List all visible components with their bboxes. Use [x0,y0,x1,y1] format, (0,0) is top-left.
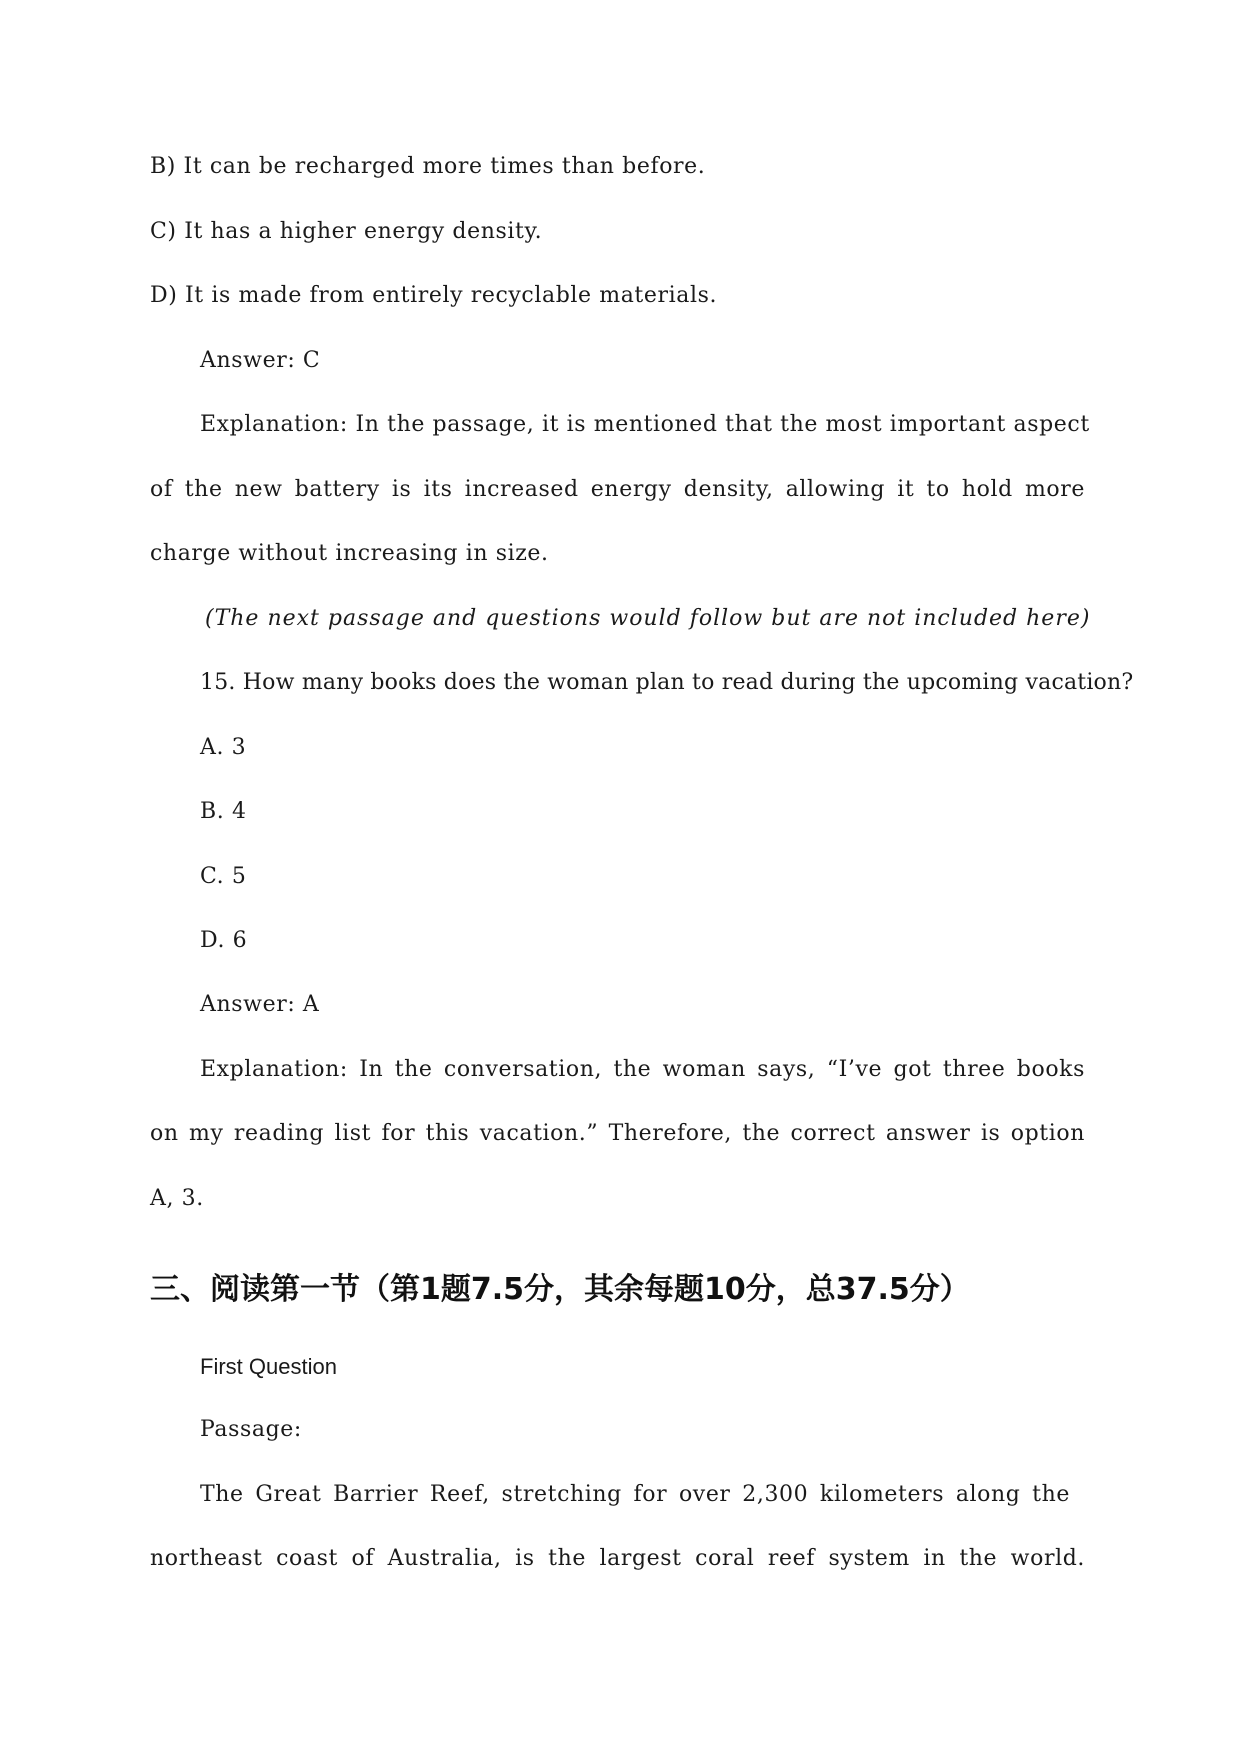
section-subheading: First Question [200,1354,337,1379]
q15-option-d: D. 6 [200,928,248,953]
passage-label: Passage: [200,1417,302,1442]
option-b: B) It can be recharged more times than before. [150,154,706,179]
q15-option-b: B. 4 [200,799,247,824]
q14-explanation-line-1: Explanation: In the passage, it is mentioned that the most important aspect [200,412,1090,437]
q14-explanation-line-2: of the new battery is its increased energy density, allowing it to hold more [150,477,1085,502]
q15-question: 15. How many books does the woman plan to read during the upcoming vacation? [200,670,1134,695]
q15-option-a: A. 3 [200,735,247,760]
q15-explanation-line-2: on my reading list for this vacation.” Therefore, the correct answer is option [150,1121,1085,1146]
q14-explanation-line-3: charge without increasing in size. [150,541,549,566]
omission-note: (The next passage and questions would follow but are not included here) [205,606,1091,631]
q15-explanation-line-3: A, 3. [150,1186,204,1211]
passage-line-2: northeast coast of Australia, is the largest coral reef system in the world. [150,1546,1085,1571]
passage-line-1: The Great Barrier Reef, stretching for over 2,300 kilometers along the [200,1482,1070,1507]
option-c: C) It has a higher energy density. [150,219,543,244]
q15-option-c: C. 5 [200,864,247,889]
section-heading: 三、阅读第一节（第1题7.5分，其余每题10分，总37.5分） [150,1272,970,1307]
option-d: D) It is made from entirely recyclable materials. [150,283,718,308]
q15-answer: Answer: A [200,992,320,1017]
q15-explanation-line-1: Explanation: In the conversation, the woman says, “I’ve got three books [200,1057,1085,1082]
q14-answer: Answer: C [200,348,321,373]
